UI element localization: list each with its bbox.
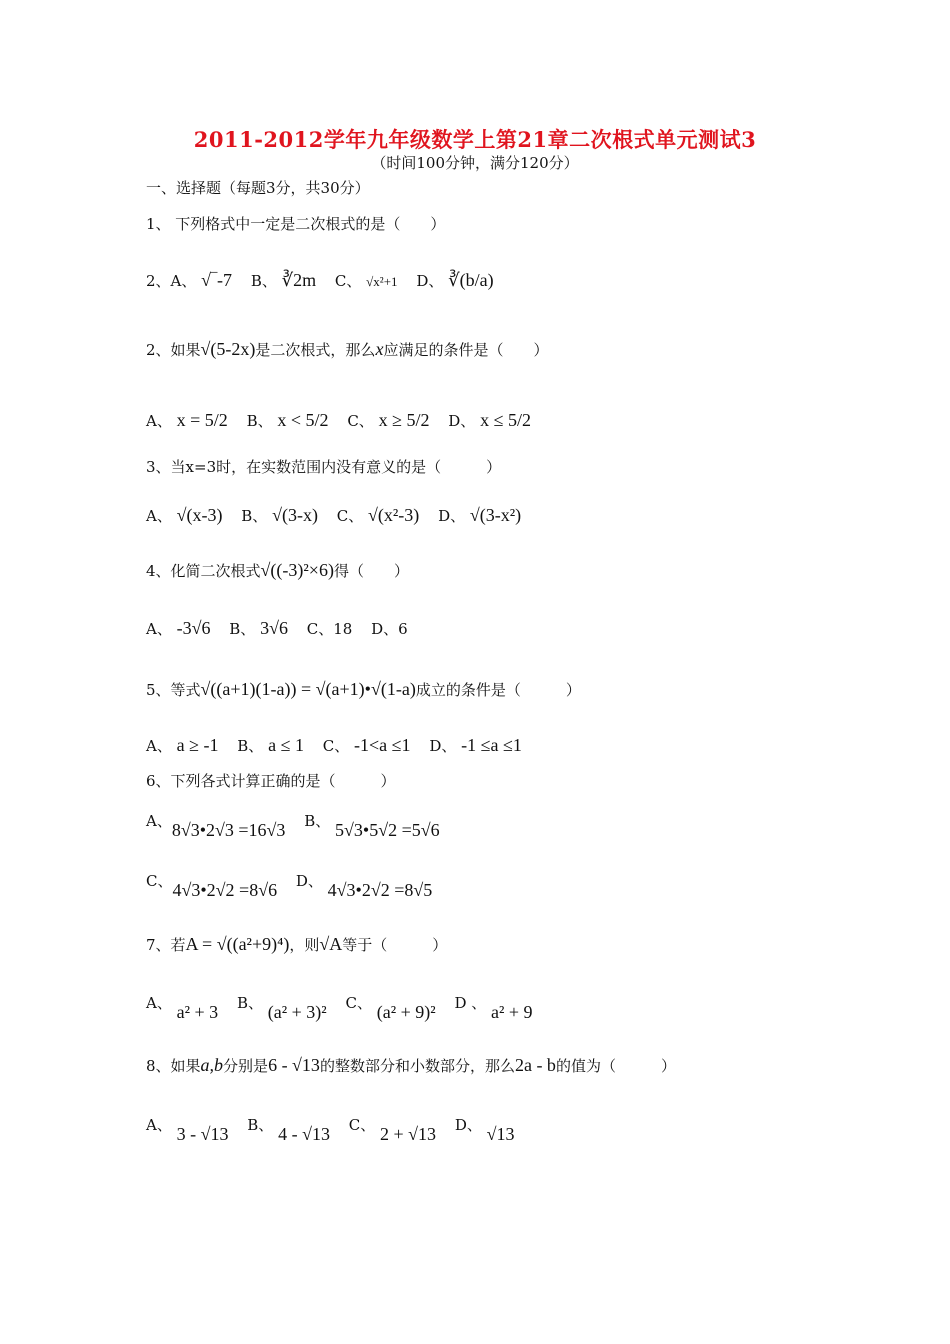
q8-expr2: 6 - √13 xyxy=(268,1055,320,1075)
question-8-options: A、 3 - √13 B、 4 - √13 C、 2 + √13 D、 √13 xyxy=(146,1116,515,1144)
q7-option-c: (a² + 9)² xyxy=(376,1002,436,1022)
q5-option-c: -1<a ≤1 xyxy=(354,735,411,755)
q1-option-b: ∛2m xyxy=(281,270,317,290)
q7-option-b: (a² + 3)² xyxy=(267,1002,327,1022)
question-6-options-ab: A、8√3•2√3 =16√3 B、 5√3•5√2 =5√6 xyxy=(146,812,440,840)
question-6: 6、下列各式计算正确的是（ ） xyxy=(146,772,396,790)
q1-option-d-label: D、 xyxy=(416,272,444,290)
question-7: 7、若A = √((a²+9)⁴)，则√A等于（ ） xyxy=(146,934,448,954)
q6-option-a: 8√3•2√3 =16√3 xyxy=(171,820,286,840)
question-7-options: A、 a² + 3 B、 (a² + 3)² C、 (a² + 9)² D 、 a² + 9 xyxy=(146,994,533,1022)
q7-option-d: a² + 9 xyxy=(491,1002,533,1022)
q2-option-b: x < 5/2 xyxy=(277,410,329,430)
q3-option-a: √(x-3) xyxy=(176,505,223,525)
q5-option-b: a ≤ 1 xyxy=(268,735,304,755)
question-3-options: A、 √(x-3) B、 √(3-x) C、 √(x²-3) D、 √(3-x²) xyxy=(146,505,522,525)
q1-label: 2、A、 xyxy=(146,272,197,290)
q8-option-a: 3 - √13 xyxy=(176,1124,229,1144)
question-5: 5、等式√((a+1)(1-a)) = √(a+1)•√(1-a)成立的条件是（ ） xyxy=(146,679,581,699)
q4-option-a: -3√6 xyxy=(176,618,211,638)
q8-expr: a,b xyxy=(200,1055,224,1075)
q1-option-b-label: B、 xyxy=(250,272,277,290)
page-title: 2011-2012学年九年级数学上第21章二次根式单元测试3 xyxy=(193,127,757,152)
question-4: 4、化简二次根式√((-3)²×6)得（ ） xyxy=(146,560,409,580)
question-2: 2、如果√(5-2x)是二次根式，那么x应满足的条件是（ ） xyxy=(146,339,549,359)
q4-option-b: 3√6 xyxy=(260,618,288,638)
question-2-options: A、 x = 5/2 B、 x < 5/2 C、 x ≥ 5/2 D、 x ≤ 5/2 xyxy=(146,410,531,430)
q3-option-d: √(3-x²) xyxy=(469,505,522,525)
q7-expr: A = √((a²+9)⁴) xyxy=(185,934,290,954)
q8-option-b: 4 - √13 xyxy=(278,1124,330,1144)
question-4-options: A、 -3√6 B、 3√6 C、18 D、6 xyxy=(146,618,408,638)
q1-option-d: ∛(b/a) xyxy=(448,270,494,290)
q6-option-c: 4√3•2√2 =8√6 xyxy=(172,880,278,900)
q5-option-a: a ≥ -1 xyxy=(176,735,219,755)
question-5-options: A、 a ≥ -1 B、 a ≤ 1 C、 -1<a ≤1 D、 -1 ≤a ≤1 xyxy=(146,735,522,755)
question-8: 8、如果a,b分别是6 - √13的整数部分和小数部分，那么2a - b的值为（ ） xyxy=(146,1055,676,1075)
question-1-options xyxy=(146,270,494,292)
q4-expr: √((-3)²×6) xyxy=(260,560,334,580)
q5-option-d: -1 ≤a ≤1 xyxy=(461,735,522,755)
q5-expr: √((a+1)(1-a)) = √(a+1)•√(1-a) xyxy=(200,679,416,699)
question-1: 1、 下列格式中一定是二次根式的是（ ） xyxy=(146,215,446,233)
q3-option-c: √(x²-3) xyxy=(368,505,420,525)
page-subtitle: （时间100分钟，满分120分） xyxy=(371,154,579,172)
q1-option-c: √x²+1 xyxy=(366,274,398,289)
q2-option-c: x ≥ 5/2 xyxy=(378,410,430,430)
q1-option-a: √‾-7 xyxy=(201,270,233,290)
q4-option-c: C、18 xyxy=(306,620,353,638)
q3-option-b: √(3-x) xyxy=(272,505,318,525)
section-heading: 一、选择题（每题3分，共30分） xyxy=(146,179,370,197)
q7-expr2: √A xyxy=(319,934,343,954)
q7-option-a: a² + 3 xyxy=(176,1002,219,1022)
question-3: 3、当x=3时，在实数范围内没有意义的是（ ） xyxy=(146,458,502,476)
q8-expr3: 2a - b xyxy=(514,1055,556,1075)
q2-option-d: x ≤ 5/2 xyxy=(480,410,531,430)
q8-option-d: √13 xyxy=(486,1124,515,1144)
q6-option-d: 4√3•2√2 =8√5 xyxy=(327,880,433,900)
q2-option-a: x = 5/2 xyxy=(176,410,228,430)
question-6-options-cd: C、4√3•2√2 =8√6 D、 4√3•2√2 =8√5 xyxy=(146,872,433,900)
q1-option-c-label: C、 xyxy=(334,272,362,290)
q2-expr: √(5-2x) xyxy=(200,339,256,359)
q8-option-c: 2 + √13 xyxy=(380,1124,437,1144)
q6-option-b: 5√3•5√2 =5√6 xyxy=(335,820,440,840)
q4-option-d: D、6 xyxy=(371,620,408,638)
